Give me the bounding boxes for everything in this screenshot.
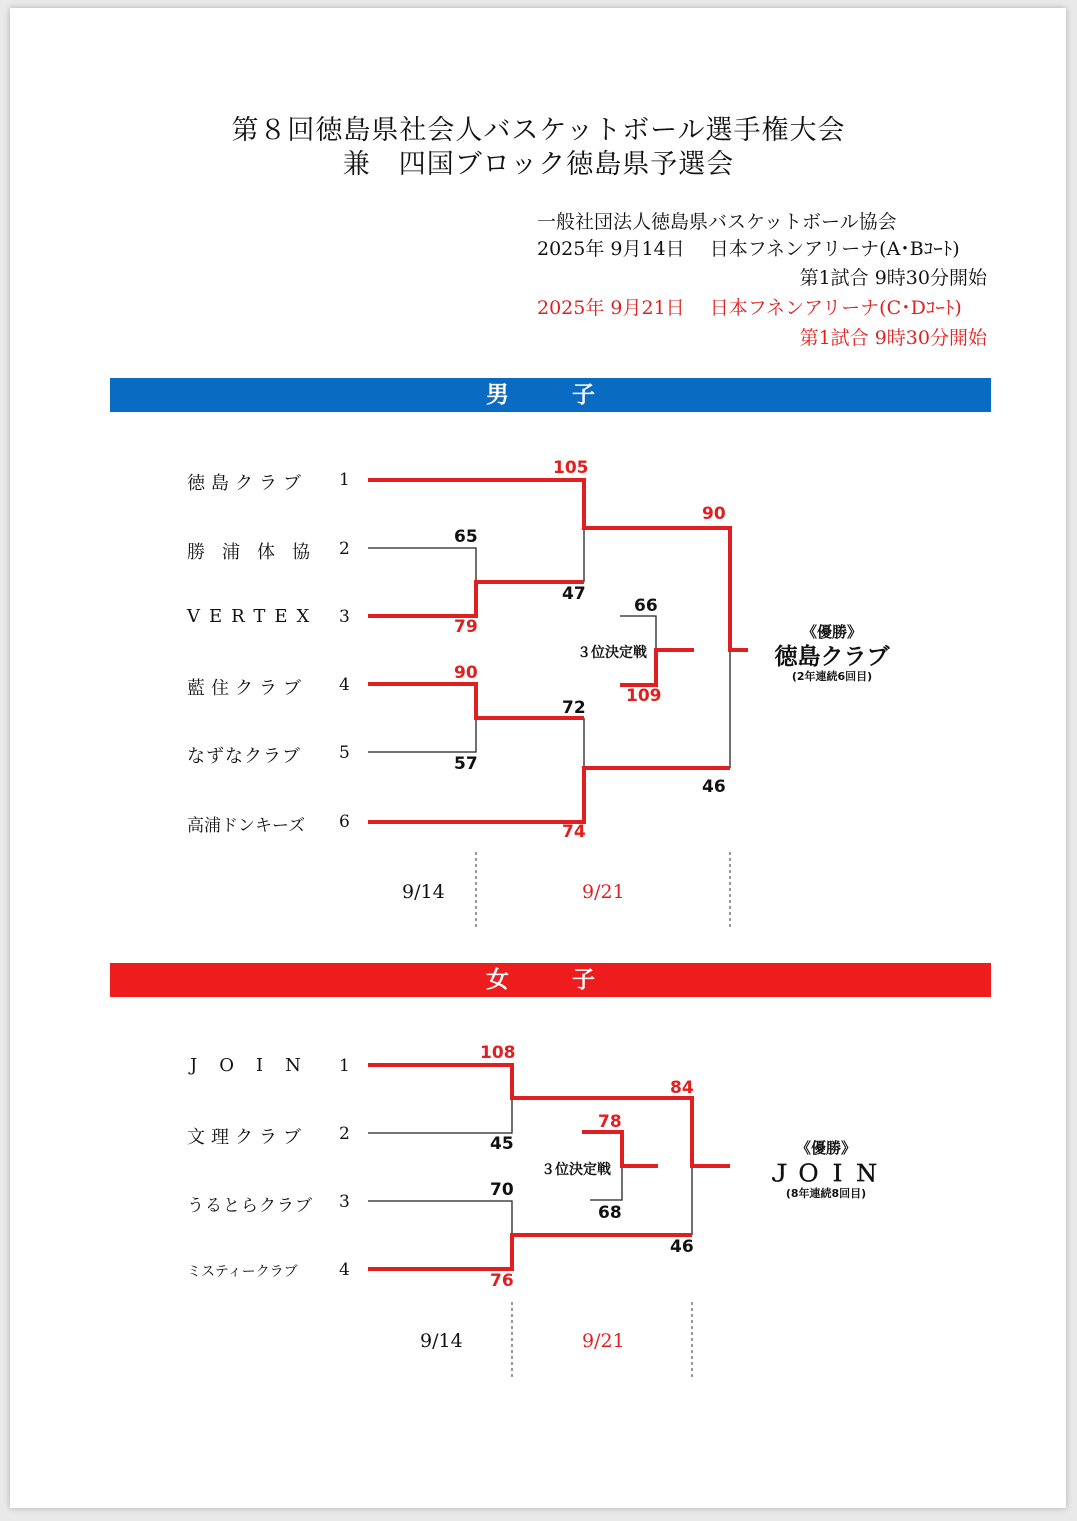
title-line-2: 兼 四国ブロック徳島県予選会 [342, 149, 735, 180]
women-team-2: 文理クラブ [187, 1127, 307, 1148]
women-seed-3: 3 [339, 1192, 350, 1212]
women-date-day2: 9/21 [582, 1330, 625, 1352]
organizer: 一般社団法人徳島県バスケットボール協会 [537, 211, 897, 233]
men-score-sf2-bottom: 74 [562, 822, 586, 842]
men-team-5: なずなクラブ [187, 746, 301, 767]
men-score-final-top: 90 [702, 504, 726, 524]
men-score-sf2-top: 72 [562, 698, 586, 718]
men-date-day2: 9/21 [582, 881, 625, 903]
women-seed-4: 4 [339, 1260, 350, 1280]
men-third-place-label: ３位決定戦 [577, 645, 647, 661]
men-champion-note: (2年連続6回目) [791, 670, 873, 683]
men-seed-5: 5 [339, 743, 350, 763]
men-bracket-red [368, 480, 748, 822]
day2-venue: 2025年 9月21日 日本フネンアリーナ(C･Dｺｰﾄ) [537, 297, 962, 319]
men-seed-4: 4 [339, 675, 350, 695]
women-score-sf1-bottom: 45 [490, 1134, 514, 1154]
women-score-final-top: 84 [670, 1078, 694, 1098]
women-champion-name: ＪＯＩＮ [768, 1161, 884, 1187]
women-third-place-label: ３位決定戦 [541, 1162, 611, 1178]
title-line-1: 第８回徳島県社会人バスケットボール選手権大会 [231, 115, 846, 146]
day1-venue: 2025年 9月14日 日本フネンアリーナ(A･Bｺｰﾄ) [537, 238, 960, 260]
men-score-sf1-bottom: 47 [562, 584, 586, 604]
men-champion-title: 《優勝》 [801, 623, 862, 641]
men-seed-6: 6 [339, 812, 350, 832]
women-score-third-bottom: 68 [598, 1203, 622, 1223]
women-seed-2: 2 [339, 1124, 350, 1144]
women-champion-title: 《優勝》 [795, 1139, 856, 1157]
women-banner: 女 子 [110, 963, 991, 997]
women-date-day1: 9/14 [420, 1330, 463, 1352]
men-score-r1b-top: 90 [454, 663, 478, 683]
men-score-r1a-top: 65 [454, 527, 478, 547]
men-team-6: 高浦ドンキーズ [187, 816, 306, 836]
men-team-1: 徳島クラブ [187, 473, 307, 494]
women-team-4: ミスティークラブ [187, 1264, 298, 1280]
men-score-final-bottom: 46 [702, 777, 726, 797]
day1-start: 第1試合 9時30分開始 [799, 267, 987, 289]
women-score-final-bottom: 46 [670, 1237, 694, 1257]
men-seed-1: 1 [339, 470, 350, 490]
men-score-third-top: 66 [634, 596, 658, 616]
women-score-sf2-bottom: 76 [490, 1271, 514, 1291]
women-champion-note: (8年連続8回目) [785, 1187, 867, 1200]
men-banner: 男 子 [110, 378, 991, 412]
women-seed-1: 1 [339, 1056, 350, 1076]
men-team-2: 勝浦体協 [187, 542, 327, 563]
women-score-third-top: 78 [598, 1112, 622, 1132]
women-team-3: うるとらクラブ [187, 1196, 313, 1216]
men-score-third-bottom: 109 [626, 686, 662, 706]
men-seed-3: 3 [339, 607, 350, 627]
men-score-sf1-top: 105 [553, 458, 589, 478]
men-score-r1a-bottom: 79 [454, 617, 478, 637]
men-seed-2: 2 [339, 539, 350, 559]
men-bracket-black [368, 478, 730, 768]
day2-start: 第1試合 9時30分開始 [799, 327, 987, 349]
women-score-sf1-top: 108 [480, 1043, 516, 1063]
women-score-sf2-top: 70 [490, 1180, 514, 1200]
men-date-day1: 9/14 [402, 881, 445, 903]
men-score-r1b-bottom: 57 [454, 754, 478, 774]
women-team-1: JOIN [190, 1055, 323, 1076]
men-team-4: 藍住クラブ [187, 678, 307, 699]
men-champion-name: 徳島クラブ [774, 644, 890, 670]
men-team-3: VERTEX [187, 606, 319, 627]
